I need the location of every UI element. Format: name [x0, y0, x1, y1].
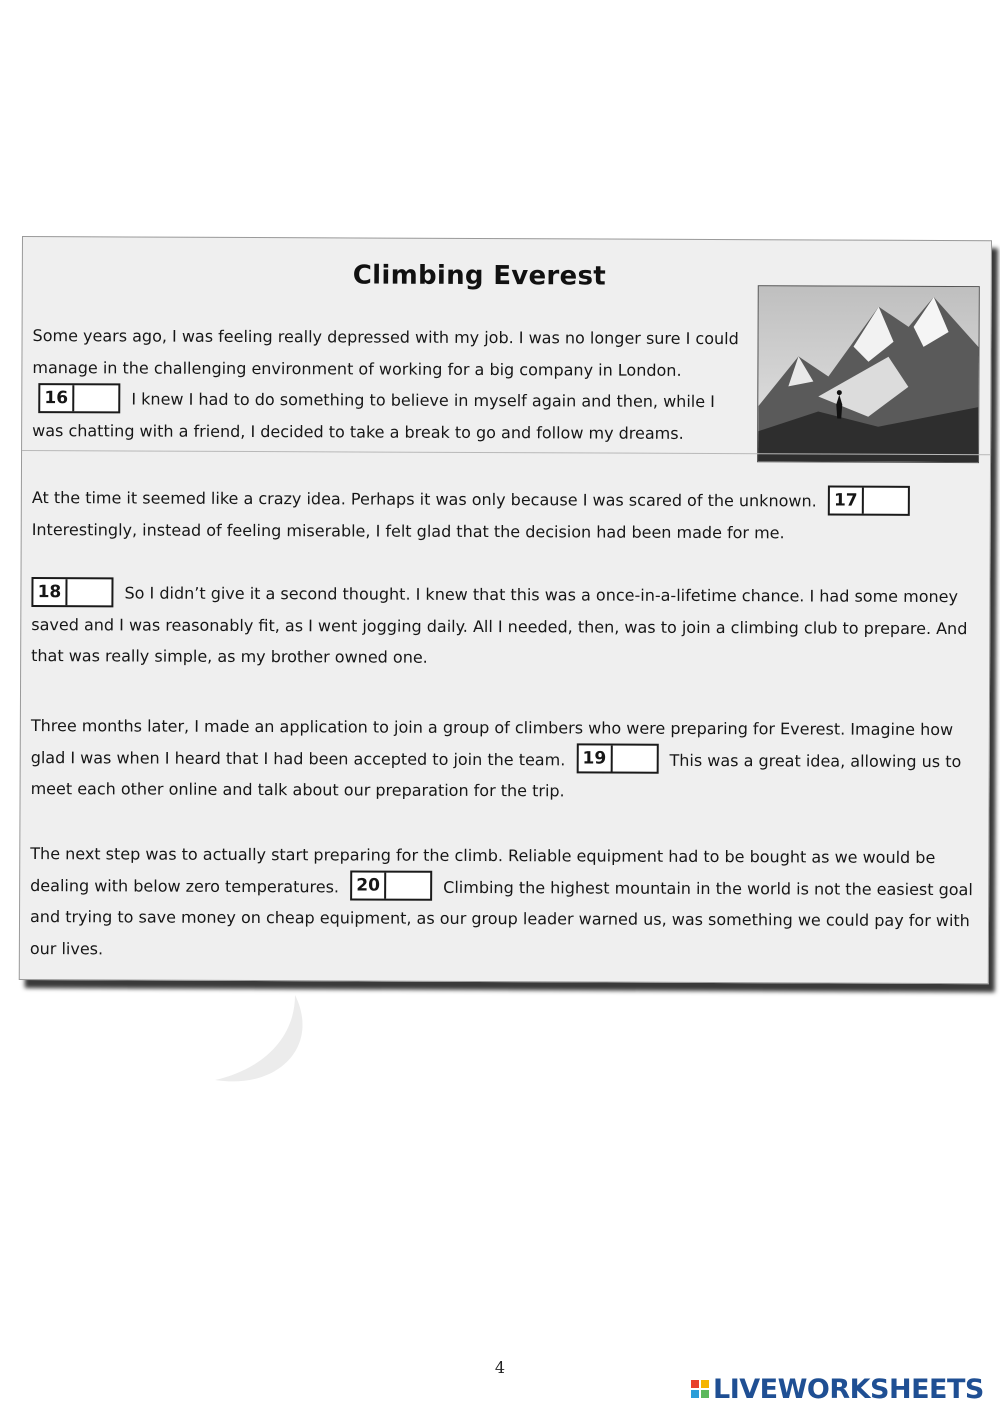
paragraph-2: [32, 482, 976, 549]
paragraph-1: [32, 320, 748, 449]
paragraph-4-text-before: Three months later, I made an application to join a group of climbers who were preparing for Everest. Imagine how glad I was when I heard that I had been accepted to join the team.: [30, 716, 954, 769]
liveworksheets-logo-icon: [691, 1380, 709, 1398]
paragraph-2-text-after: Interestingly, instead of feeling miserable, I felt glad that the decision had been made for me.: [31, 519, 785, 542]
gap-16-answer-box[interactable]: [38, 383, 120, 413]
paragraph-1-text-after: I knew I had to do something to believe in myself again and then, while I was chatting with a friend, I decided to take a break to go and follow my dreams.: [32, 389, 715, 443]
gap-blank[interactable]: [67, 579, 111, 605]
paragraph-3: [31, 577, 975, 676]
gap-20-answer-box[interactable]: [350, 870, 432, 900]
worksheet-title: Climbing Everest: [352, 260, 607, 292]
mountain-photo-icon: [758, 286, 979, 462]
gap-17-answer-box[interactable]: [828, 485, 910, 515]
paragraph-5-text-before: The next step was to actually start preparing for the climb. Reliable equipment had to be bought as we would be dealing with below zero temperatures.: [30, 844, 936, 896]
gap-blank[interactable]: [864, 487, 908, 513]
gap-blank[interactable]: [612, 746, 656, 772]
gap-blank[interactable]: [386, 873, 430, 899]
gap-number: 19: [578, 745, 612, 771]
worksheet-card: [19, 236, 992, 984]
gap-number: 17: [830, 487, 864, 513]
gap-19-answer-box[interactable]: [576, 743, 658, 773]
paragraph-4-text-after: This was a great idea, allowing us to meet each other online and talk about our preparation for the trip.: [30, 750, 962, 801]
gap-number: 16: [40, 385, 74, 411]
gap-number: 18: [33, 579, 67, 605]
watermark-swoosh: [200, 985, 320, 1095]
page-number: 4: [494, 1358, 506, 1377]
paragraph-3-text-after: So I didn’t give it a second thought. I knew that this was a once-in-a-lifetime chance. I had some money saved and I was reasonably fit, as I went jogging daily. All I needed, then, was to join a climbing club to prepare. And that was really simple, as my brother owned one.: [31, 583, 968, 667]
logo-text: LIVEWORKSHEETS: [713, 1373, 984, 1405]
gap-18-answer-box[interactable]: [31, 577, 113, 607]
liveworksheets-logo[interactable]: [691, 1374, 984, 1404]
paragraph-5-text-after: Climbing the highest mountain in the world is not the easiest goal and trying to save money on cheap equipment, as our group leader warned us, was something we could pay for with our lives.: [29, 877, 973, 958]
gap-number: 20: [352, 872, 386, 898]
paragraph-2-text-before: At the time it seemed like a crazy idea. Perhaps it was only because I was scared of the unknown.: [31, 488, 817, 511]
paragraph-5: [30, 838, 975, 968]
gap-blank[interactable]: [74, 385, 118, 411]
paragraph-1-text-before: Some years ago, I was feeling really depressed with my job. I was no longer sure I could manage in the challenging environment of working for a big company in London.: [32, 326, 739, 380]
mountain-photo: [757, 285, 980, 463]
paragraph-4: [31, 710, 975, 809]
